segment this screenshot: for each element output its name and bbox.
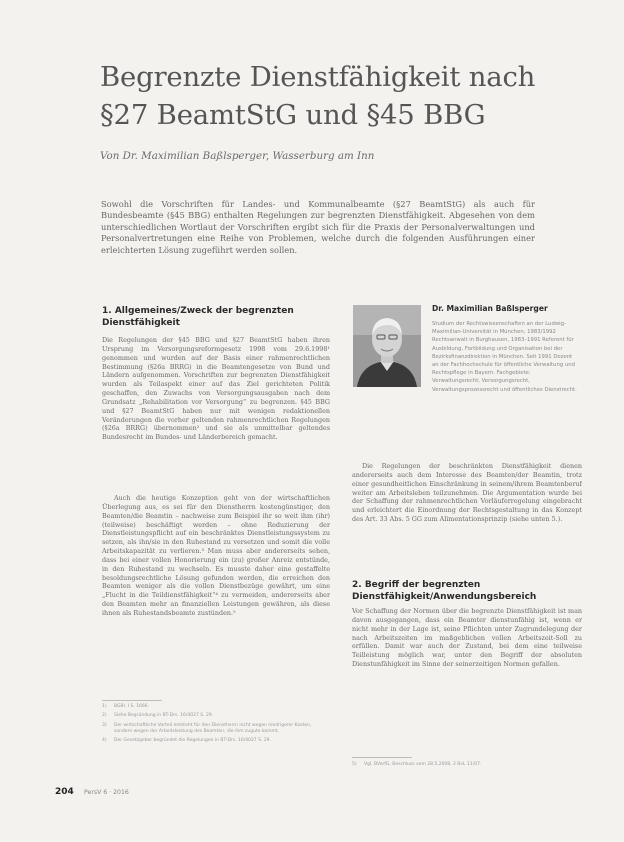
section-1-heading: 1. Allgemeines/Zweck der begrenzten Dienstfähigkeit bbox=[102, 306, 294, 328]
footnote: 5) Vgl. BVerfG, Beschluss vom 28.5.2008, 2 BvL 11/07. bbox=[352, 762, 482, 767]
footnote-divider-right bbox=[352, 757, 412, 758]
section-2-paragraph-1: Vor Schaffung der Normen über die begrenzte Dienstfähigkeit ist man davon ausgegangen, dass ein Beamter dienstunfähig ist, wenn er nicht mehr in der Lage ist, seine Pflichten unter Zugrundelegung der nach Arbeitszeiten im maßgeblichen vollen Arbeitszeit-Soll zu erfüllen. Damit war auch der Zustand, bei dem eine teilweise Teilleistung möglich war, unter den Begriff der absoluten Dienstunfähigkeit im Sinne der seinerzeitigen Normen gefallen. bbox=[352, 607, 582, 669]
article-title: Begrenzte Dienstfähigkeit nach §27 BeamtStG und §45 BBG bbox=[100, 61, 536, 131]
section-1-paragraph-2: Auch die heutige Konzeption geht von der wirtschaftlichen Überlegung aus, es sei für den Dienstherrn kostengünstiger, den Beamten/die Beamtin – nachweise zum Beispiel ihr so weit ihm (ihr) (teilweise) beschäftigt werden – ohne Reduzierung der Dienstleistungspflicht auf ein beschränktes Dienstleistungssystem zu setzen, als ihn/sie in den Ruhestand zu versetzen und somit die volle Arbeitskapazität zu verlieren.³ Man muss aber andererseits sehen, dass bei einer vollen Honorierung ein (zu) großer Anreiz entstünde, in den Ruhestand zu wechseln. Es musste daher eine gestaffelte besoldungsrechtliche Lösung gefunden werden, die erreichen den Beamten weniger als die vollen Dienstbezüge gewährt, um eine „Flucht in die Teildienstfähigkeit“⁴ zu vermeiden, andererseits aber den Beamten mehr an finanziellen Leistungen gewähren, als diese ihnen als Ruhestandsbeamte zustünden.⁵ bbox=[102, 494, 330, 617]
issue-label: PersV 6 · 2016 bbox=[84, 789, 129, 796]
footnote: 1) BGBl. I S. 1666. bbox=[102, 704, 150, 709]
footnote-divider bbox=[102, 700, 162, 701]
footnote: 4) Der Gesetzgeber begründet die Regelungen in BT-Drs. 16/4027 S. 29. bbox=[102, 738, 271, 744]
page-number: 204 bbox=[55, 787, 74, 797]
footnote-list bbox=[102, 704, 330, 747]
bio-name: Dr. Maximilian Baßlsperger bbox=[432, 304, 548, 313]
footnote: 2) Siehe Begründung in BT-Drs. 16/4027 S. 29. bbox=[102, 713, 214, 719]
article-author: Von Dr. Maximilian Baßlsperger, Wasserburg am Inn bbox=[100, 150, 375, 162]
section-1-paragraph-3: Die Regelungen der beschränkten Dienstfähigkeit dienen andererseits auch dem Interesse des Beamten/der Beamtin, trotz einer gesundheitlichen Einschränkung in seinem/ihrem Beamtenberuf weiter am Arbeitsleben teilzunehmen. Die Argumentation wurde bei der Schaffung der rahmenrechtlichen Vorläuferregelung eingebracht und erleichtert die Einordnung der Rechtsgestaltung in das Konzept des Art. 33 Abs. 5 GG zum Alimentationsprinzip (siehe unten 5.). bbox=[352, 462, 582, 524]
footnote: 3) Der wirtschaftliche Vorteil entsteht für den Dienstherrn nicht wegen niedrigerer Kosten, sondern wegen der Arbeitsleistung des Beamten, die ihm zugute kommt. bbox=[102, 722, 312, 734]
bio-text: Studium der Rechtswissenschaften an der Ludwig-Maximilian-Universität in München, 1983/1992 Rechtsanwalt in Burghausen, 1983–1991 Referent für Ausbildung, Fortbildung und Organisation bei der Bezirksfinanzdirektion in München. Seit 1991 Dozent an der Fachhochschule für öffentliche Verwaltung und Rechtspflege in Bayern. Fachgebiete: Verwaltungsrecht, Versorgungsrecht, Verwaltungsprozessrecht und öffentliches Dienstrecht. bbox=[432, 321, 577, 393]
section-2-heading: 2. Begriff der begrenzten Dienstfähigkeit/Anwendungsbereich bbox=[352, 580, 537, 602]
section-1-paragraph-1: Die Regelungen der §45 BBG und §27 BeamtStG haben ihren Ursprung im Versorgungsreformgesetz 1998 vom 29.6.1998¹ genommen und wurden auf der Basis einer rahmenrechtlichen Bestimmung (§26a BRRG) in die Beamtengesetze von Bund und Ländern aufgenommen. Vorschriften zur begrenzten Dienstfähigkeit wurden als Teilaspekt einer auf das Ziel gerichteten Politik geschaffen, den Zuwachs von Versorgungsausgaben nach dem Grundsatz „Rehabilitation vor Versorgung“ zu begrenzen. §45 BBG und §27 BeamtStG haben nur mit wenigen redaktionellen Veränderungen die vorher geltenden rahmenrechtlichen Regelungen (§26a BRRG) übernommen² und sie als unmittelbar geltendes Bundesrecht im Bundes- und Länderbereich gemacht. bbox=[102, 336, 330, 442]
article-lead: Sowohl die Vorschriften für Landes- und Kommunalbeamte (§27 BeamtStG) als auch für Bundesbeamte (§45 BBG) enthalten Regelungen zur begrenzten Dienstfähigkeit. Abgesehen von dem unterschiedlichen Wortlaut der Vorschriften ergibt sich für die Praxis der Personalverwaltungen und Personalvertretungen eine Reihe von Problemen, welche durch die folgenden Ausführungen einer erleichterten Lösung zugeführt werden sollen. bbox=[101, 199, 535, 255]
author-portrait-image bbox=[353, 305, 421, 387]
author-photo bbox=[353, 305, 421, 387]
